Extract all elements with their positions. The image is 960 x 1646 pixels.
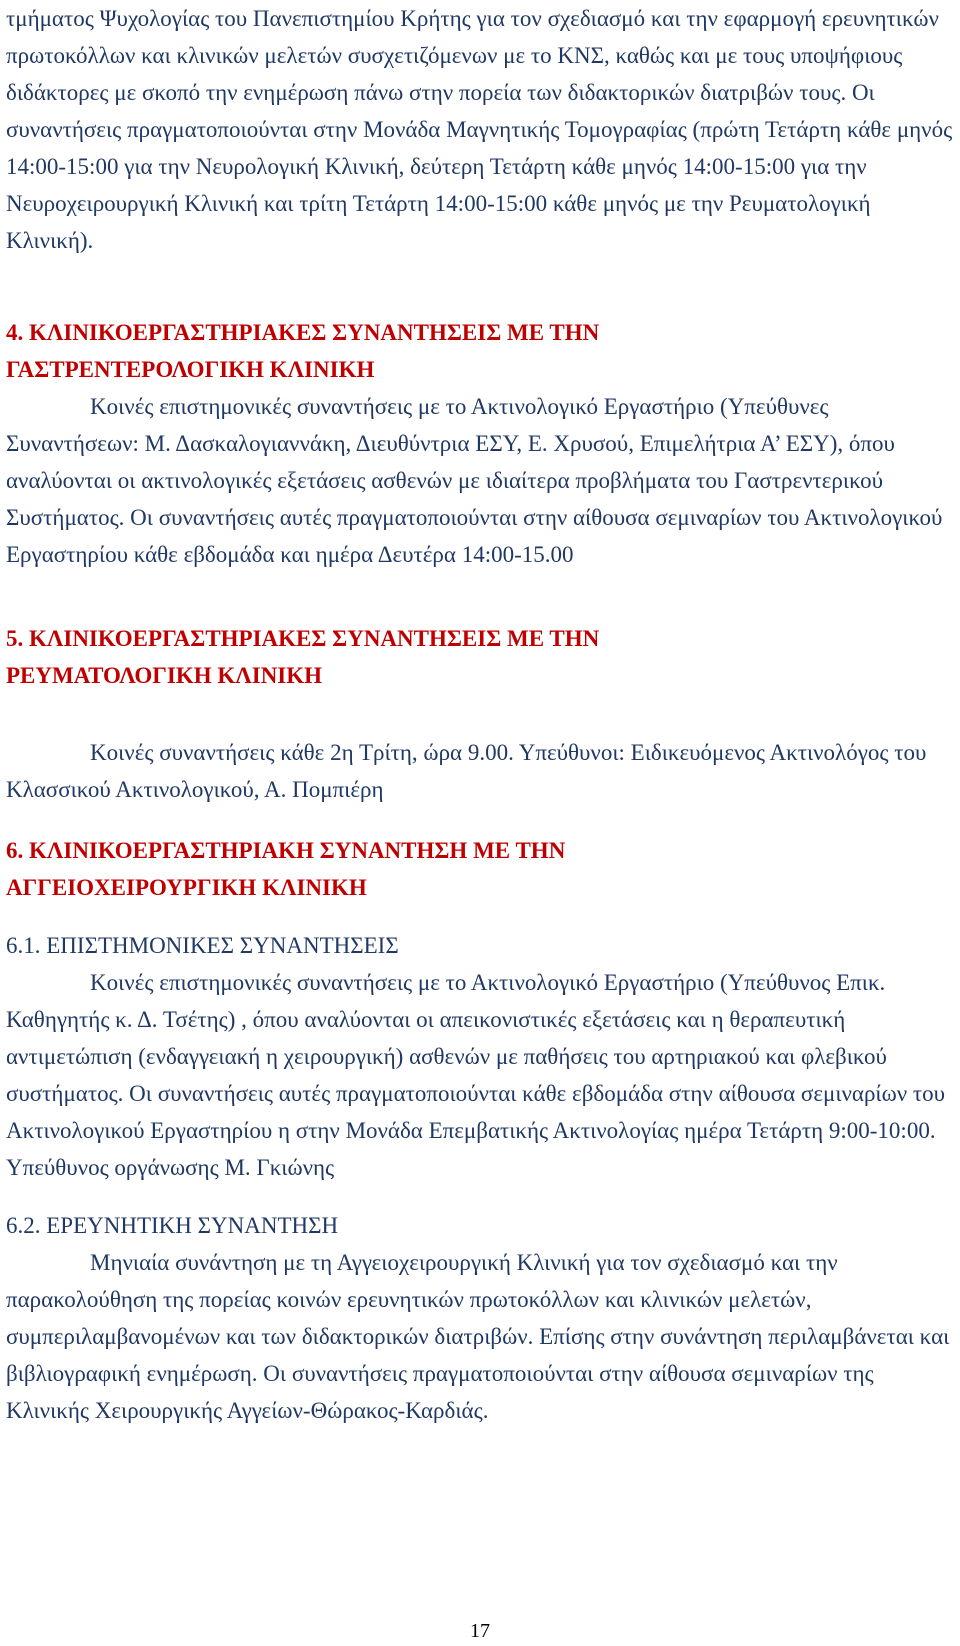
section-6-heading-line-2: ΑΓΓΕΙΟΧΕΙΡΟΥΡΓΙΚΗ ΚΛΙΝΙΚΗ [6, 875, 367, 900]
section-5-heading-line-1: 5. ΚΛΙΝΙΚΟΕΡΓΑΣΤΗΡΙΑΚΕΣ ΣΥΝΑΝΤΗΣΕΙΣ ΜΕ ΤΗΝ [6, 626, 600, 651]
subsection-6-2-title: 6.2. ΕΡΕΥΝΗΤΙΚΗ ΣΥΝΑΝΤΗΣΗ [6, 1213, 339, 1238]
page-number: 17 [470, 1620, 490, 1642]
section-4-paragraph: Κοινές επιστημονικές συναντήσεις με το Ακτινολογικό Εργαστήριο (Υπεύθυνες Συναντήσεων: Μ. Δασκαλογιαννάκη, Διευθύντρια ΕΣΥ, Ε. Χρυσού, Επιμελήτρια Α’ ΕΣΥ), όπου αναλύονται οι ακτινολογικές εξετάσεις ασθενών με ιδιαίτερα προβλήματα του Γαστρεντερικού Συστήματος. Οι συναντήσεις αυτές πραγματοποιούνται στην αίθουσα σεμιναρίων του Ακτινολογικού Εργαστηρίου κάθε εβδομάδα και ημέρα Δευτέρα 14:00-15.00 [6, 394, 943, 567]
section-5-heading-line-2: ΡΕΥΜΑΤΟΛΟΓΙΚΗ ΚΛΙΝΙΚΗ [6, 663, 323, 688]
section-6-heading-line-1: 6. ΚΛΙΝΙΚΟΕΡΓΑΣΤΗΡΙΑΚΗ ΣΥΝΑΝΤΗΣΗ ΜΕ ΤΗΝ [6, 838, 566, 863]
intro-paragraph: τμήματος Ψυχολογίας του Πανεπιστημίου Κρήτης για τον σχεδιασμό και την εφαρμογή ερευνητικών πρωτοκόλλων και κλινικών μελετών συσχετιζόμενων με το ΚΝΣ, καθώς και με τους υποψήφιους διδάκτορες με σκοπό την ενημέρωση πάνω στην πορεία των διδακτορικών διατριβών τους. Οι συναντήσεις πραγματοποιούνται στην Μονάδα Μαγνητικής Τομογραφίας (πρώτη Τετάρτη κάθε μηνός 14:00-15:00 για την Νευρολογική Κλινική, δεύτερη Τετάρτη κάθε μηνός 14:00-15:00 για την Νευροχειρουργική Κλινική και τρίτη Τετάρτη 14:00-15:00 κάθε μηνός με την Ρευματολογική Κλινική). [6, 6, 953, 253]
section-5-paragraph: Κοινές συναντήσεις κάθε 2η Τρίτη, ώρα 9.00. Υπεύθυνοι: Ειδικευόμενος Ακτινολόγος του Κλασσικού Ακτινολογικού, Α. Πομπιέρη [6, 740, 927, 802]
section-4 [6, 314, 954, 573]
section-6 [6, 832, 954, 1429]
section-5 [6, 620, 954, 808]
section-4-heading-line-2: ΓΑΣΤΡΕΝΤΕΡΟΛΟΓΙΚΗ ΚΛΙΝΙΚΗ [6, 357, 375, 382]
subsection-6-1-title: 6.1. ΕΠΙΣΤΗΜΟΝΙΚΕΣ ΣΥΝΑΝΤΗΣΕΙΣ [6, 933, 399, 958]
subsection-6-2-paragraph: Μηνιαία συνάντηση με τη Αγγειοχειρουργική Κλινική για τον σχεδιασμό και την παρακολούθηση της πορείας κοινών ερευνητικών πρωτοκόλλων και κλινικών μελετών, συμπεριλαμβανομένων και των διδακτορικών διατριβών. Επίσης στην συνάντηση περιλαμβάνεται και βιβλιογραφική ενημέρωση. Οι συναντήσεις πραγματοποιούνται στην αίθουσα σεμιναρίων της Κλινικής Χειρουργικής Αγγείων-Θώρακος-Καρδιάς. [6, 1250, 950, 1423]
subsection-6-1-paragraph: Κοινές επιστημονικές συναντήσεις με το Ακτινολογικό Εργαστήριο (Υπεύθυνος Επικ. Καθηγητής κ. Δ. Τσέτης) , όπου αναλύονται οι απεικονιστικές εξετάσεις και η θεραπευτική αντιμετώπιση (ενδαγγειακή η χειρουργική) ασθενών με παθήσεις του αρτηριακού και φλεβικού συστήματος. Οι συναντήσεις αυτές πραγματοποιούνται κάθε εβδομάδα στην αίθουσα σεμιναρίων του Ακτινολογικού Εργαστηρίου η στην Μονάδα Επεμβατικής Ακτινολογίας ημέρα Τετάρτη 9:00-10:00. Υπεύθυνος οργάνωσης Μ. Γκιώνης [6, 970, 946, 1180]
section-4-heading-line-1: 4. ΚΛΙΝΙΚΟΕΡΓΑΣΤΗΡΙΑΚΕΣ ΣΥΝΑΝΤΗΣΕΙΣ ΜΕ ΤΗΝ [6, 320, 600, 345]
